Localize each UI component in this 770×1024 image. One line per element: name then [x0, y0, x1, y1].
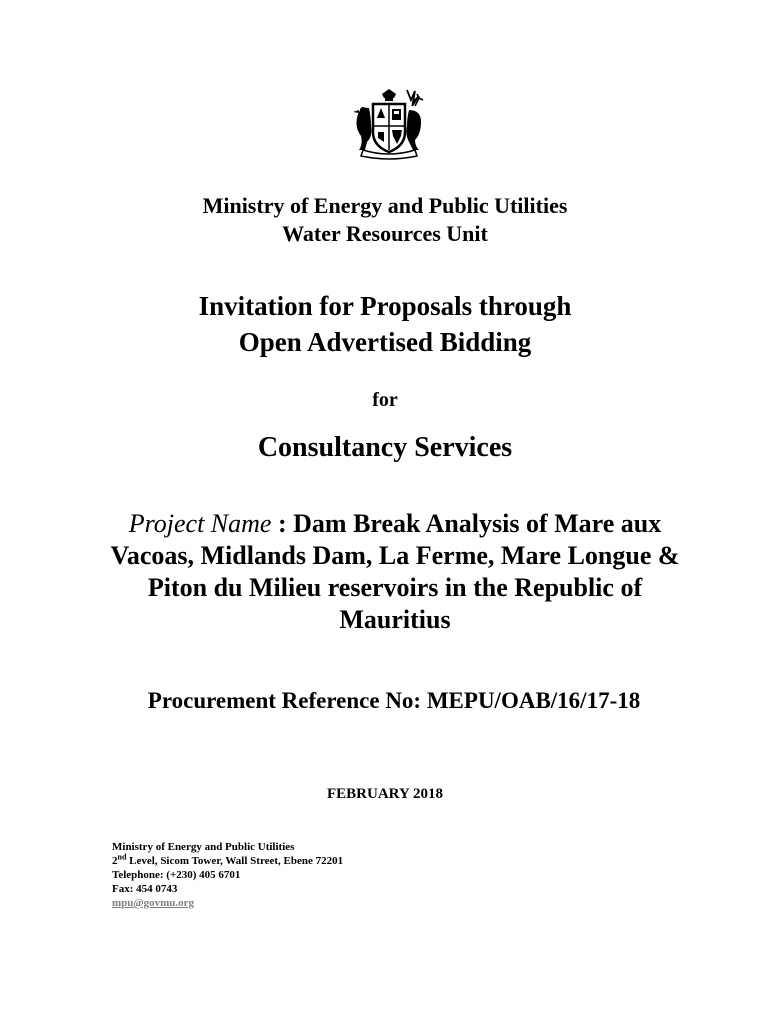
contact-footer	[112, 840, 343, 910]
procurement-reference: Procurement Reference No: MEPU/OAB/16/17-18	[147, 688, 641, 713]
for-label: for	[372, 389, 398, 411]
service-title: Consultancy Services	[257, 432, 513, 463]
title-line-1: Invitation for Proposals through	[198, 291, 572, 321]
footer-fax: Fax: 454 0743	[112, 883, 178, 895]
footer-telephone: Telephone: (+230) 405 6701	[112, 869, 241, 881]
project-name-value: Dam Break Analysis of Mare aux Vacoas, Midlands Dam, La Ferme, Mare Longue & Piton du Milieu reservoirs in the Republic of Mauritius	[110, 509, 680, 634]
ministry-name: Ministry of Energy and Public Utilities	[202, 193, 568, 218]
unit-name: Water Resources Unit	[282, 221, 488, 246]
footer-level-number: 2	[112, 855, 118, 867]
document-date: FEBRUARY 2018	[326, 786, 443, 802]
footer-level-suffix: nd	[117, 852, 127, 862]
footer-org: Ministry of Energy and Public Utilities	[112, 841, 295, 853]
title-line-2: Open Advertised Bidding	[238, 327, 532, 357]
footer-address	[112, 854, 343, 868]
project-name-block	[100, 508, 690, 636]
document-title	[0, 288, 770, 360]
footer-address-rest: Level, Sicom Tower, Wall Street, Ebene 72201	[126, 855, 344, 867]
coat-of-arms-emblem	[349, 88, 429, 160]
footer-email-link[interactable]: mpu@govmu.org	[112, 897, 195, 909]
project-name-label: Project Name	[128, 509, 272, 538]
project-name-separator: :	[271, 509, 294, 538]
ministry-heading	[0, 192, 770, 248]
